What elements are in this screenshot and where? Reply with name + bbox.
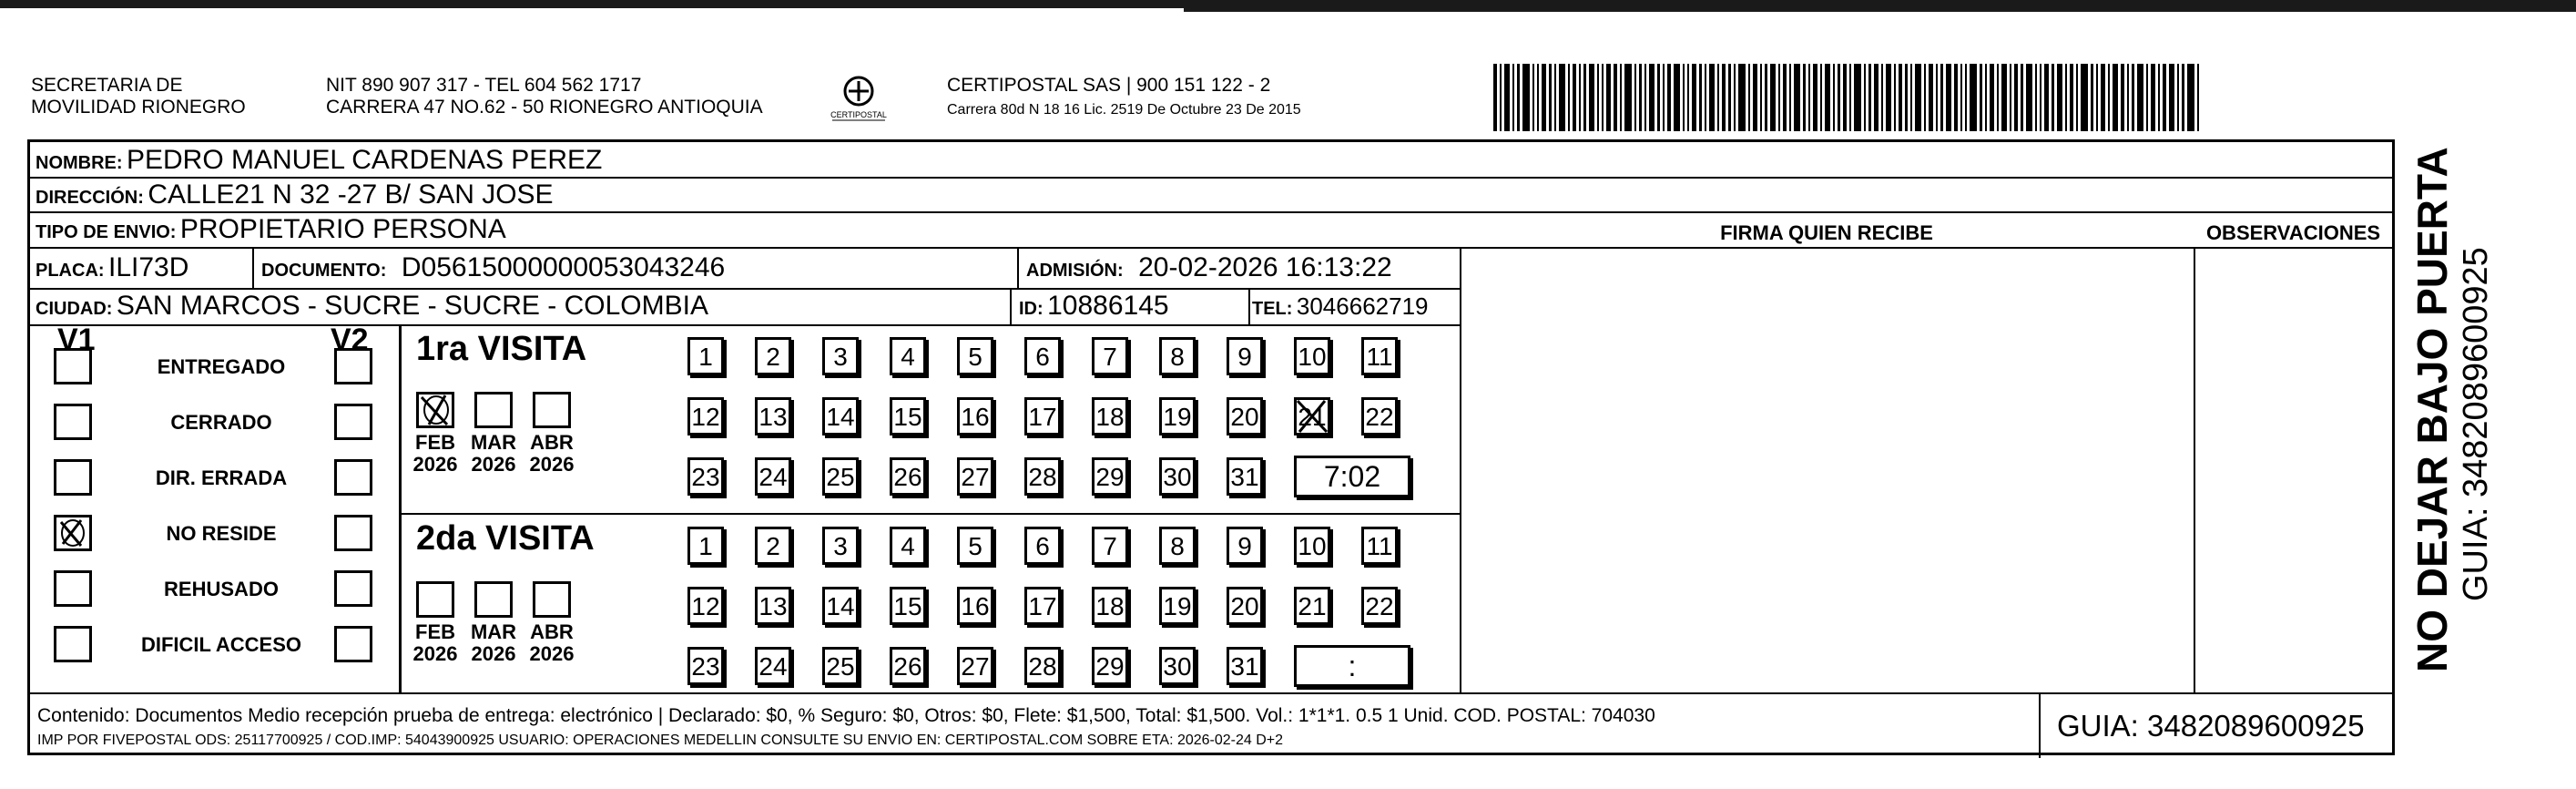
visit2-day-box[interactable]: 8 [1159,527,1196,565]
barcode-bar [1649,64,1655,131]
barcode-bar [1663,64,1665,131]
barcode-bar [2057,64,2062,131]
visit2-day-box[interactable]: 17 [1024,587,1061,625]
visit1-day-box[interactable]: 14 [822,397,859,435]
visit2-day-box[interactable]: 30 [1159,647,1196,685]
visit2-time-box[interactable]: : [1294,645,1410,687]
visit2-day-box[interactable]: 14 [822,587,859,625]
admision-value: 20-02-2026 16:13:22 [1138,252,1392,282]
barcode-bar [1990,64,1994,131]
visit1-day-box[interactable]: 13 [755,397,791,435]
visit1-day-box[interactable]: 3 [822,337,859,375]
barcode-bar [1542,64,1546,131]
barcode-bar [1602,64,1604,131]
barcode-bar [1770,64,1776,131]
check-mark-icon [416,392,454,428]
visit2-title: 2da VISITA [416,519,595,558]
barcode-bar [1573,64,1576,131]
barcode-bar [1606,64,1611,131]
status-label: DIFICIL ACCESO [140,633,301,656]
barcode-bar [1854,64,1861,131]
visit2-month-label: ABR 2026 [529,620,575,665]
barcode-bar [1683,64,1685,131]
visit1-day-box[interactable]: 19 [1159,397,1196,435]
barcode-bar [2182,64,2184,131]
visit2-day-box[interactable]: 29 [1092,647,1128,685]
visit1-day-box[interactable]: 18 [1092,397,1128,435]
barcode-bar [1500,64,1502,131]
barcode-bar [1753,64,1757,131]
org-name-line1: SECRETARIA DE [31,75,183,96]
visit2-day-box[interactable]: 23 [687,647,724,685]
visit1-title: 1ra VISITA [416,330,587,368]
barcode-bar [1738,64,1746,131]
barcode-bar [1910,64,1912,131]
barcode-bar [1825,64,1830,131]
org-name-line2: MOVILIDAD RIONEGRO [31,97,246,118]
side-guia: GUIA: 3482089600925 [2457,247,2495,601]
tipo-label: TIPO DE ENVIO: [36,222,177,242]
barcode-bar [1579,64,1581,131]
barcode-bar [2113,64,2118,131]
certipostal-logo [827,73,891,124]
placa-label: PLACA: [36,261,105,281]
visit2-month-checkbox[interactable] [474,581,513,618]
visit2-month-label: FEB 2026 [412,620,458,665]
barcode-bar [1794,64,1800,131]
visit1-day-box[interactable]: 17 [1024,397,1061,435]
visit1-day-box[interactable]: 8 [1159,337,1196,375]
visit1-day-box[interactable]: 30 [1159,457,1196,496]
barcode-bar [1517,64,1520,131]
visit2-day-box[interactable]: 16 [957,587,993,625]
visit1-time-box[interactable]: 7:02 [1294,456,1410,497]
v1-label: V1 [57,323,96,357]
visit2-day-box[interactable]: 11 [1361,527,1398,565]
barcode-bar [1512,64,1514,131]
logo-text: CERTIPOSTAL [830,110,887,119]
barcode-bar [1639,64,1642,131]
visit2-day-box[interactable]: 3 [822,527,859,565]
visit1-day-box[interactable]: 24 [755,457,791,496]
barcode-bar [1980,64,1982,131]
barcode-bar [1597,64,1599,131]
barcode-bar [2070,64,2073,131]
placa-value: ILI73D [108,252,189,282]
footer-line1: Contenido: Documentos Medio recepción prueba de entrega: electrónico | Declarado: $0, % Seguro: $0, Otros: $0, Flete: $1,500, Total: $1,500. Vol.: 1*1*1. 0.5 1 Unid. COD. POSTAL: 704030 [37,705,1655,726]
barcode-bar [1624,64,1632,131]
visit1-day-box[interactable]: 27 [957,457,993,496]
barcode-bar [1748,64,1750,131]
barcode-bar [1940,64,1943,131]
visit1-day-box[interactable]: 12 [687,397,724,435]
barcode-bar [1820,64,1822,131]
barcode-bar [2081,64,2088,131]
barcode-bar [1970,64,1977,131]
visit1-day-box[interactable]: 28 [1024,457,1061,496]
barcode-bar [1674,64,1680,131]
barcode-bar [1620,64,1622,131]
ciudad-row [36,290,708,327]
visit2-day-box[interactable]: 28 [1024,647,1061,685]
barcode-bar [1589,64,1594,131]
barcode-bar [1954,64,1958,131]
barcode-bar [1657,64,1660,131]
barcode-bar [1843,64,1847,131]
footer-guia: GUIA: 3482089600925 [2057,709,2365,743]
visit1-day-box[interactable]: 10 [1294,337,1330,375]
barcode-bar [2146,64,2148,131]
barcode-bar [1936,64,1938,131]
visit1-day-box[interactable]: 22 [1361,397,1398,435]
visit2-day-box[interactable]: 1 [687,527,724,565]
side-warning: NO DEJAR BAJO PUERTA [2408,147,2456,672]
delivery-form [27,139,2395,755]
barcode-bar [1915,64,1921,131]
tel-value: 3046662719 [1296,292,1429,320]
v1-checkbox[interactable] [54,515,92,551]
id-label: ID: [1019,299,1044,319]
visit2-day-box[interactable]: 9 [1227,527,1263,565]
documento-row [261,251,725,289]
barcode-bar [1699,64,1702,131]
visit1-day-box[interactable]: 16 [957,397,993,435]
placa-row [36,251,188,289]
barcode-bar [1734,64,1736,131]
barcode-bar [1705,64,1706,131]
visit1-day-box[interactable]: 7 [1092,337,1128,375]
barcode-bar [1833,64,1835,131]
top-border-right [1184,8,2576,12]
barcode-bar [1838,64,1840,131]
barcode-bar [2065,64,2067,131]
visit1-day-box[interactable]: 9 [1227,337,1263,375]
barcode-bar [1808,64,1810,131]
barcode-bar [2137,64,2143,131]
v2-checkbox[interactable] [334,459,372,496]
visit2-day-box[interactable]: 4 [890,527,926,565]
barcode-bar [2163,64,2166,131]
status-label: NO RESIDE [166,522,277,545]
visit1-month-checkbox[interactable] [533,392,571,428]
barcode-bar [2101,64,2105,131]
documento-label: DOCUMENTO: [261,261,387,281]
barcode-bar [1493,64,1497,131]
barcode-bar [2187,64,2194,131]
barcode-bar [1559,64,1565,131]
barcode-bar [2021,64,2023,131]
barcode-bar [1924,64,1926,131]
v1-checkbox[interactable] [54,459,92,496]
visit1-month-label: ABR 2026 [529,431,575,476]
visit2-day-box[interactable]: 27 [957,647,993,685]
courier-line2: Carrera 80d N 18 16 Lic. 2519 De Octubre 23 De 2015 [947,102,1301,118]
visit2-month-label: MAR 2026 [470,620,517,665]
visit1-month-checkbox[interactable] [474,392,513,428]
barcode-bar [1692,64,1696,131]
visit1-day-box[interactable]: 25 [822,457,859,496]
barcode [1493,64,2213,131]
visit2-day-box[interactable]: 20 [1227,587,1263,625]
barcode-bar [2169,64,2174,131]
visit1-month-label: MAR 2026 [470,431,517,476]
visit2-day-box[interactable]: 13 [755,587,791,625]
visit2-month-checkbox[interactable] [533,581,571,618]
barcode-bar [1864,64,1866,131]
visit1-day-box[interactable]: 11 [1361,337,1398,375]
barcode-bar [1946,64,1951,131]
visit2-day-box[interactable]: 10 [1294,527,1330,565]
v2-checkbox[interactable] [334,626,372,662]
barcode-bar [2010,64,2011,131]
visit1-day-box[interactable]: 20 [1227,397,1263,435]
barcode-bar [1522,64,1530,131]
direccion-value: CALLE21 N 32 -27 B/ SAN JOSE [148,179,554,210]
visit1-day-box[interactable]: 23 [687,457,724,496]
tel-label: TEL: [1252,299,1293,319]
footer-line2: IMP POR FIVEPOSTAL ODS: 25117700925 / COD.IMP: 54043900925 USUARIO: OPERACIONES MEDELLIN CONSULTE SU ENVIO EN: CERTIPOSTAL.COM SOBRE ETA: 2026-02-24 D+2 [37,733,1284,748]
barcode-bar [2052,64,2054,131]
direccion-row [36,179,554,216]
barcode-bar [1997,64,1999,131]
barcode-bar [2158,64,2160,131]
barcode-bar [2121,64,2124,131]
barcode-bar [1614,64,1617,131]
barcode-bar [2091,64,2093,131]
barcode-bar [2108,64,2110,131]
barcode-bar [1554,64,1556,131]
barcode-bar [1644,64,1646,131]
v1-checkbox[interactable] [54,348,92,384]
barcode-bar [1813,64,1817,131]
observaciones-header: OBSERVACIONES [2205,221,2381,244]
visit1-day-box[interactable]: 21 [1294,397,1330,435]
visit2-day-box[interactable]: 2 [755,527,791,565]
visit1-day-box[interactable]: 29 [1092,457,1128,496]
barcode-bar [2076,64,2078,131]
ciudad-value: SAN MARCOS - SUCRE - SUCRE - COLOMBIA [116,291,708,321]
top-border [0,0,2576,8]
barcode-bar [1537,64,1539,131]
barcode-bar [1905,64,1908,131]
visit2-day-box[interactable]: 19 [1159,587,1196,625]
visit2-day-box[interactable]: 18 [1092,587,1128,625]
barcode-bar [1960,64,1962,131]
ciudad-label: CIUDAD: [36,299,113,319]
visit2-day-box[interactable]: 31 [1227,647,1263,685]
v2-checkbox[interactable] [334,515,372,551]
tipo-value: PROPIETARIO PERSONA [179,214,506,244]
firma-header: FIRMA QUIEN RECIBE [1720,221,1933,244]
barcode-bar [1765,64,1767,131]
status-label: DIR. ERRADA [155,466,288,489]
v1-checkbox[interactable] [54,404,92,440]
v2-label: V2 [331,323,369,357]
visit1-month-label: FEB 2026 [412,431,458,476]
barcode-bar [2096,64,2098,131]
barcode-bar [2177,64,2179,131]
barcode-bar [1583,64,1586,131]
visit1-day-box[interactable]: 6 [1024,337,1061,375]
nit-line1: NIT 890 907 317 - TEL 604 562 1717 [326,75,642,96]
barcode-bar [1789,64,1791,131]
barcode-bar [1803,64,1806,131]
barcode-bar [2014,64,2018,131]
v2-checkbox[interactable] [334,570,372,607]
visit1-day-box[interactable]: 31 [1227,457,1263,496]
visit2-day-box[interactable]: 24 [755,647,791,685]
id-value: 10886145 [1047,291,1169,321]
check-mark-icon [54,515,92,551]
visit2-day-box[interactable]: 7 [1092,527,1128,565]
barcode-bar [1687,64,1689,131]
barcode-bar [1760,64,1762,131]
barcode-bar [1717,64,1719,131]
visit2-day-box[interactable]: 21 [1294,587,1330,625]
visit2-day-box[interactable]: 22 [1361,587,1398,625]
barcode-bar [1709,64,1715,131]
barcode-bar [1722,64,1726,131]
barcode-bar [1886,64,1891,131]
direccion-label: DIRECCIÓN: [36,188,144,208]
courier-line1: CERTIPOSTAL SAS | 900 151 122 - 2 [947,75,1271,96]
admision-row [1026,251,1392,289]
barcode-bar [1634,64,1636,131]
visit1-day-box[interactable]: 26 [890,457,926,496]
barcode-bar [1985,64,1987,131]
visit2-day-box[interactable]: 26 [890,647,926,685]
visit1-day-box[interactable]: 2 [755,337,791,375]
day-cross-mark-icon [1294,397,1330,435]
visit2-day-box[interactable]: 5 [957,527,993,565]
barcode-bar [1778,64,1780,131]
barcode-bar [2044,64,2049,131]
barcode-bar [1894,64,1896,131]
barcode-bar [2001,64,2007,131]
barcode-bar [1783,64,1787,131]
v1-checkbox[interactable] [54,570,92,607]
tipo-row [36,213,506,251]
barcode-bar [2151,64,2155,131]
barcode-bar [2127,64,2129,131]
visit1-day-box[interactable]: 1 [687,337,724,375]
admision-label: ADMISIÓN: [1026,261,1124,281]
barcode-bar [2197,64,2199,131]
barcode-bar [2035,64,2037,131]
documento-value: D05615000000053043246 [401,252,726,282]
barcode-bar [2026,64,2032,131]
visit2-month-checkbox[interactable] [416,581,454,618]
barcode-bar [2040,64,2041,131]
v2-checkbox[interactable] [334,348,372,384]
nombre-value: PEDRO MANUEL CARDENAS PEREZ [127,145,603,175]
tel-row [1252,290,1429,327]
id-row [1019,290,1169,327]
status-label: CERRADO [170,411,272,434]
v1-checkbox[interactable] [54,626,92,662]
barcode-bar [1728,64,1731,131]
barcode-bar [1868,64,1871,131]
barcode-bar [1504,64,1510,131]
status-label: ENTREGADO [157,355,286,378]
visit1-day-box[interactable]: 5 [957,337,993,375]
nit-line2: CARRERA 47 NO.62 - 50 RIONEGRO ANTIOQUIA [326,97,763,118]
visit2-day-box[interactable]: 15 [890,587,926,625]
visit1-day-box[interactable]: 15 [890,397,926,435]
barcode-bar [1549,64,1552,131]
nombre-label: NOMBRE: [36,153,123,173]
barcode-bar [1899,64,1902,131]
barcode-bar [1965,64,1967,131]
barcode-bar [1568,64,1570,131]
v2-checkbox[interactable] [334,404,372,440]
barcode-bar [1881,64,1883,131]
visit2-day-box[interactable]: 6 [1024,527,1061,565]
barcode-bar [1874,64,1879,131]
status-label: REHUSADO [164,578,279,600]
nombre-row [36,144,602,181]
visit2-day-box[interactable]: 25 [822,647,859,685]
barcode-bar [1667,64,1671,131]
barcode-bar [1532,64,1534,131]
visit2-day-box[interactable]: 12 [687,587,724,625]
visit1-day-box[interactable]: 4 [890,337,926,375]
barcode-bar [2132,64,2134,131]
barcode-bar [1929,64,1933,131]
visit1-month-checkbox[interactable] [416,392,454,428]
barcode-bar [1849,64,1851,131]
